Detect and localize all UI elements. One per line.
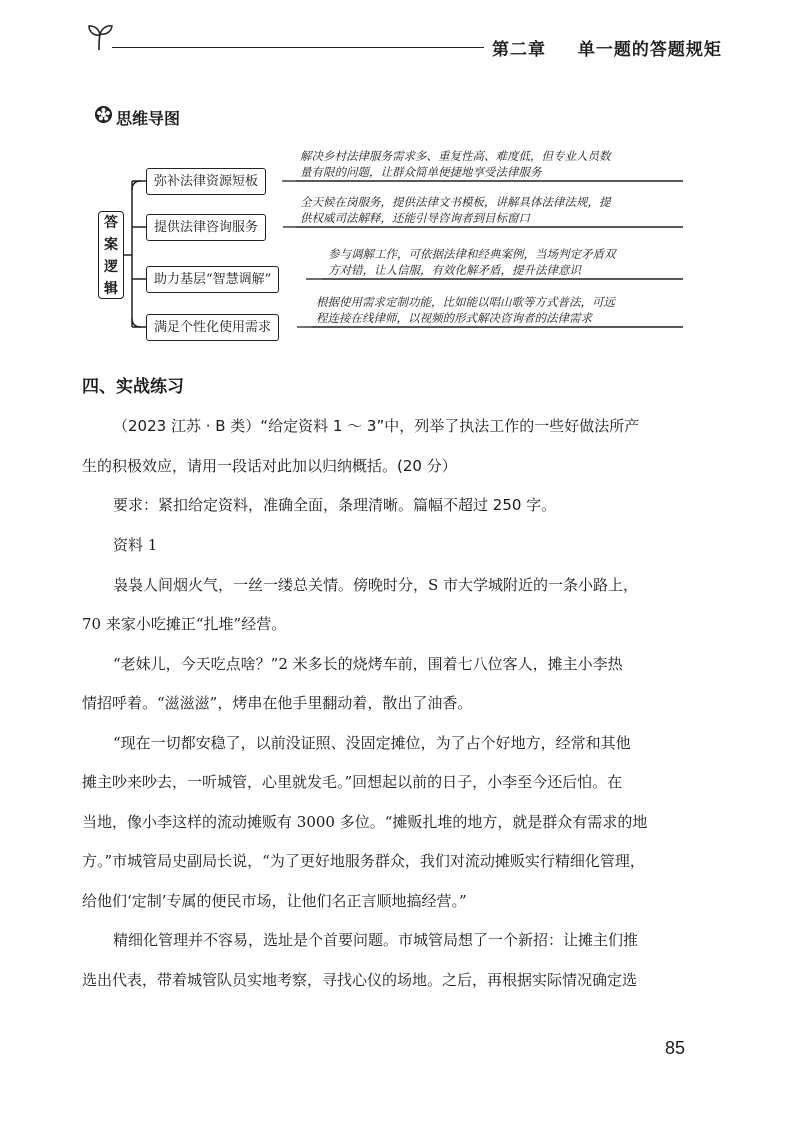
material-line: 袅袅人间烟火气，一丝一缕总关情。傍晚时分，S 市大学城附近的一条小路上， [113,576,639,594]
material-title: 资料 1 [113,536,158,554]
mind-map-title: 思维导图 [116,109,181,128]
branch-node: 助力基层“智慧调解” [146,266,279,293]
material-line: 情招呼着。“滋滋滋”，烤串在他手里翻动着，散出了油香。 [82,694,473,712]
root-char: 答 [104,215,118,231]
desc-line: 全天候在岗服务，提供法律文书模板，讲解具体法律法规，提 [300,195,611,209]
root-char: 逻 [104,259,118,275]
desc-line: 参与调解工作，可依据法律和经典案例，当场判定矛盾双 [328,247,616,261]
question-line: （2023 江苏 · B 类）“给定资料 1 ～ 3”中，列举了执法工作的一些好做法所产 [113,417,640,435]
branch-node: 提供法律咨询服务 [146,214,266,241]
mind-map-root [98,211,124,299]
branch-description [328,246,616,278]
material-line: 给他们‘定制’专属的便民市场，让他们名正言顺地搞经营。” [82,892,467,910]
desc-line: 程连接在线律师，以视频的形式解决咨询者的法律需求 [316,311,592,325]
chapter-title: 单一题的答题规矩 [577,40,722,60]
material-line: 精细化管理并不容易，选址是个首要问题。市城管局想了一个新招：让摊主们推 [113,931,639,949]
page-number: 85 [665,1038,686,1058]
branch-node: 弥补法律资源短板 [146,168,266,195]
material-line: “老妹儿，今天吃点啥？”2 米多长的烧烤车前，围着七八位客人，摊主小李热 [113,655,623,673]
material-line: “现在一切都安稳了，以前没证照、没固定摊位，为了占个好地方，经常和其他 [113,734,631,752]
root-char: 辑 [104,281,118,297]
desc-line: 供权威司法解释，还能引导咨询者到目标窗口 [300,211,530,225]
branch-description [300,194,611,226]
desc-line: 方对错，让人信服，有效化解矛盾，提升法律意识 [328,263,581,277]
question-line: 生的积极效应，请用一段话对此加以归纳概括。(20 分） [82,457,457,475]
desc-line: 根据使用需求定制功能，比如能以唱山歌等方式普法，可远 [316,295,615,309]
material-line: 方。”市城管局史副局长说，“为了更好地服务群众，我们对流动摊贩实行精细化管理， [82,852,645,870]
requirement-text: 要求：紧扣给定资料，准确全面，条理清晰。篇幅不超过 250 字。 [113,496,557,514]
material-line: 70 来家小吃摊正“扎堆”经营。 [82,615,287,633]
chapter-label: 第二章 [492,40,546,60]
branch-description [316,294,615,326]
desc-line: 解决乡村法律服务需求多、重复性高、难度低，但专业人员数 [300,149,611,163]
material-line: 摊主吵来吵去，一听城管，心里就发毛。”回想起以前的日子，小李至今还后怕。在 [82,773,623,791]
practice-heading: 四、实战练习 [82,377,184,397]
desc-line: 量有限的问题，让群众简单便捷地享受法律服务 [300,165,542,179]
branch-node: 满足个性化使用需求 [146,314,279,341]
material-line: 当地，像小李这样的流动摊贩有 3000 多位。“摊贩扎堆的地方，就是群众有需求的地 [82,813,648,831]
material-line: 选出代表，带着城管队员实地考察，寻找心仪的场地。之后，再根据实际情况确定选 [82,971,638,989]
branch-description [300,148,611,180]
root-char: 案 [104,237,118,253]
